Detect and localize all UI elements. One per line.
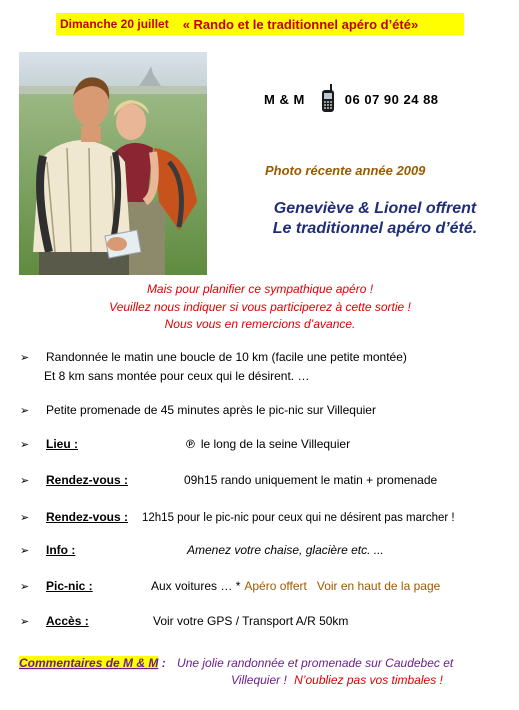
comments-label: Commentaires de M & M: [19, 656, 159, 670]
arrow-bullet-icon: ➢: [20, 439, 30, 451]
info-label: Info :: [46, 543, 76, 557]
message-line-1: Mais pour planifier ce sympathique apéro !: [146, 282, 374, 296]
lieu-label: Lieu :: [46, 437, 78, 451]
contact-names: M & M: [264, 91, 305, 107]
planning-message: [20, 281, 500, 334]
offer-text: [245, 199, 505, 239]
contact-line: [264, 84, 439, 114]
event-title: « Rando et le traditionnel apéro d’été»: [182, 16, 419, 32]
message-line-2: Veuillez nous indiquer si vous participerez à cette sortie !: [109, 299, 411, 314]
arrow-bullet-icon: ➢: [20, 405, 30, 417]
couple-photo-image: [19, 52, 207, 275]
arrow-bullet-icon: ➢: [20, 512, 30, 524]
event-date: Dimanche 20 juillet: [60, 17, 169, 31]
arrow-bullet-icon: ➢: [20, 581, 30, 593]
rdv-morning-label: Rendez-vous :: [46, 473, 129, 487]
comments-text-3: N’oubliez pas vos timbales !: [294, 673, 443, 687]
lieu-value: le long de la seine Villequier: [200, 437, 351, 451]
comments-text-2: Villequier !: [231, 673, 287, 687]
arrow-bullet-icon: ➢: [20, 352, 30, 364]
rando-line-2: Et 8 km sans montée pour ceux qui le désirent. …: [44, 369, 310, 383]
couple-photo: [19, 52, 207, 275]
info-value: Amenez votre chaise, glacière etc. ...: [187, 543, 384, 557]
arrow-bullet-icon: ➢: [20, 616, 30, 628]
comments-block: [19, 655, 504, 689]
list-item-info: [20, 543, 384, 557]
acces-label: Accès :: [46, 614, 89, 628]
comments-text-1: Une jolie randonnée et promenade sur Caudebec et: [177, 656, 454, 670]
message-line-3: Nous vous en remercions d’avance.: [164, 317, 356, 331]
list-item-picnic: [20, 579, 440, 593]
apero-offert: Apéro offert: [244, 579, 307, 593]
offer-line-1: Geneviève & Lionel offrent: [273, 200, 477, 217]
rdv-picnic-value: 12h15 pour le pic-nic pour ceux qui ne désirent pas marcher !: [142, 512, 455, 524]
offer-line-2: Le traditionnel apéro d’été.: [272, 220, 478, 237]
photo-caption: Photo récente année 2009: [265, 163, 426, 178]
picnic-label: Pic-nic :: [46, 579, 93, 593]
title-banner: [56, 13, 464, 35]
arrow-bullet-icon: ➢: [20, 545, 30, 557]
comments-separator: :: [158, 656, 166, 670]
picnic-value: Aux voitures … *: [151, 579, 241, 593]
rdv-picnic-label: Rendez-vous :: [46, 510, 129, 524]
list-item-lieu: [20, 437, 350, 451]
rando-line-1: Randonnée le matin une boucle de 10 km (facile une petite montée): [46, 350, 407, 364]
contact-phone: 06 07 90 24 88: [344, 91, 439, 107]
rdv-morning-value: 09h15 rando uniquement le matin + promenade: [184, 473, 438, 487]
list-item-rdv-morning: [20, 473, 437, 487]
arrow-bullet-icon: ➢: [20, 475, 30, 487]
list-item-promenade: [20, 403, 376, 417]
list-item-rando: [20, 350, 407, 364]
see-top-of-page: Voir en haut de la page: [316, 579, 441, 593]
mobile-phone-icon: [319, 84, 337, 114]
list-item-rdv-picnic: [20, 510, 455, 524]
parking-icon: ℗: [186, 437, 195, 451]
promenade-text: Petite promenade de 45 minutes après le pic-nic sur Villequier: [46, 403, 376, 417]
list-item-acces: [20, 614, 348, 628]
acces-value: Voir votre GPS / Transport A/R 50km: [153, 614, 349, 628]
